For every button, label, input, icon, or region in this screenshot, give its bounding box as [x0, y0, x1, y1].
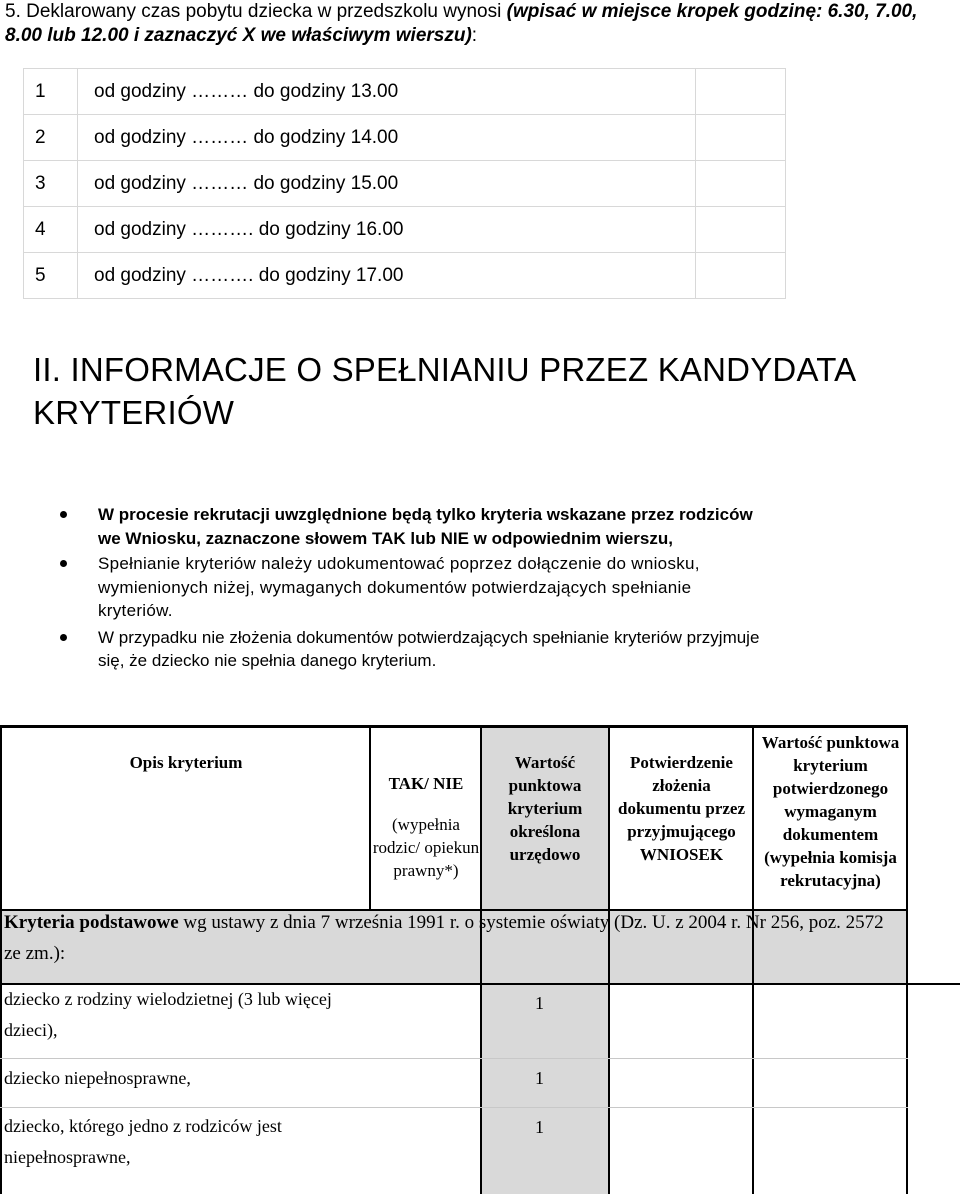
header-wartosc-potwierdzona-note: (wypełnia komisja rekrutacyjna) [764, 848, 897, 890]
header-potwierdzenie: Potwierdzenie złożenia dokumentu przez przyjmującego WNIOSEK [617, 753, 746, 864]
row-divider [0, 1107, 908, 1108]
question-5-instruction: (wpisać w miejsce kropek godzinę: 6.30, 7.00, 8.00 lub 12.00 i zaznaczyć X we właściwym wierszu) [5, 1, 918, 46]
hours-row-checkbox[interactable] [696, 161, 786, 207]
info-bullet-list [60, 503, 760, 673]
hours-row-number: 5 [24, 253, 78, 299]
row-divider [0, 1058, 908, 1059]
header-opis-kryterium: Opis kryterium [129, 753, 243, 772]
hours-row-text: od godziny ……… do godziny 14.00 [78, 115, 696, 161]
header-wartosc-potwierdzona-cell [755, 731, 906, 892]
hours-row-4 [24, 207, 786, 253]
hours-row-5 [24, 253, 786, 299]
criterion-points: 1 [535, 1068, 544, 1088]
hours-table [23, 68, 786, 299]
hours-row-text: od godziny ………. do godziny 17.00 [78, 253, 696, 299]
header-tak-nie-cell [372, 772, 480, 882]
criterion-points: 1 [535, 993, 544, 1013]
hours-row-1 [24, 69, 786, 115]
hours-row-text: od godziny ……… do godziny 15.00 [78, 161, 696, 207]
header-tak-nie: TAK/ NIE [388, 774, 464, 793]
group-row-bold: Kryteria podstawowe [4, 912, 179, 933]
hours-row-number: 1 [24, 69, 78, 115]
criterion-label: dziecko, którego jedno z rodziców jest niepełnosprawne, [4, 1116, 282, 1167]
table-right-border [906, 725, 908, 1194]
info-bullet: W procesie rekrutacji uwzględnione będą tylko kryteria wskazane przez rodziców we Wniosku, zaznaczone słowem TAK lub NIE w odpowiednim wierszu, [60, 503, 760, 550]
hours-row-number: 4 [24, 207, 78, 253]
hours-row-checkbox[interactable] [696, 253, 786, 299]
hours-row-number: 2 [24, 115, 78, 161]
criterion-points: 1 [535, 1117, 544, 1137]
criterion-label: dziecko niepełnosprawne, [4, 1068, 191, 1088]
hours-row-checkbox[interactable] [696, 115, 786, 161]
question-5-text: 5. Deklarowany czas pobytu dziecka w przedszkolu wynosi [5, 1, 507, 22]
hours-row-checkbox[interactable] [696, 69, 786, 115]
info-bullet: W przypadku nie złożenia dokumentów potwierdzających spełnianie kryteriów przyjmuje się, że dziecko nie spełnia danego kryterium. [60, 626, 760, 673]
table-left-border [0, 725, 2, 1194]
header-wartosc-potwierdzona: Wartość punktowa kryterium potwierdzonego wymaganym dokumentem [761, 733, 900, 844]
hours-row-2 [24, 115, 786, 161]
header-tak-nie-note: (wypełnia rodzic/ opiekun prawny*) [372, 815, 480, 880]
hours-row-text: od godziny ………. do godziny 16.00 [78, 207, 696, 253]
hours-row-3 [24, 161, 786, 207]
hours-row-checkbox[interactable] [696, 207, 786, 253]
group-row-text [4, 907, 904, 969]
col-divider [369, 725, 371, 911]
criterion-label: dziecko z rodziny wielodzietnej (3 lub więcej dzieci), [4, 989, 332, 1040]
group-row-rest: wg ustawy z dnia 7 września 1991 r. o systemie oświaty (Dz. U. z 2004 r. Nr 256, poz. 2572 ze zm.): [4, 912, 884, 964]
hours-row-number: 3 [24, 161, 78, 207]
header-wartosc-punktowa: Wartość punktowa kryterium określona urzędowo [507, 753, 583, 864]
section-2-title: II. INFORMACJE O SPEŁNIANIU PRZEZ KANDYDATA KRYTERIÓW [33, 351, 855, 431]
points-column-shading [481, 984, 609, 1194]
info-bullet: Spełnianie kryteriów należy udokumentować poprzez dołączenie do wniosku, wymienionych niżej, wymaganych dokumentów potwierdzających spełnianie kryteriów. [60, 552, 760, 623]
hours-row-text: od godziny ……… do godziny 13.00 [78, 69, 696, 115]
question-5-suffix: : [471, 25, 478, 46]
table-top-border [0, 725, 908, 728]
question-5 [5, 0, 945, 48]
